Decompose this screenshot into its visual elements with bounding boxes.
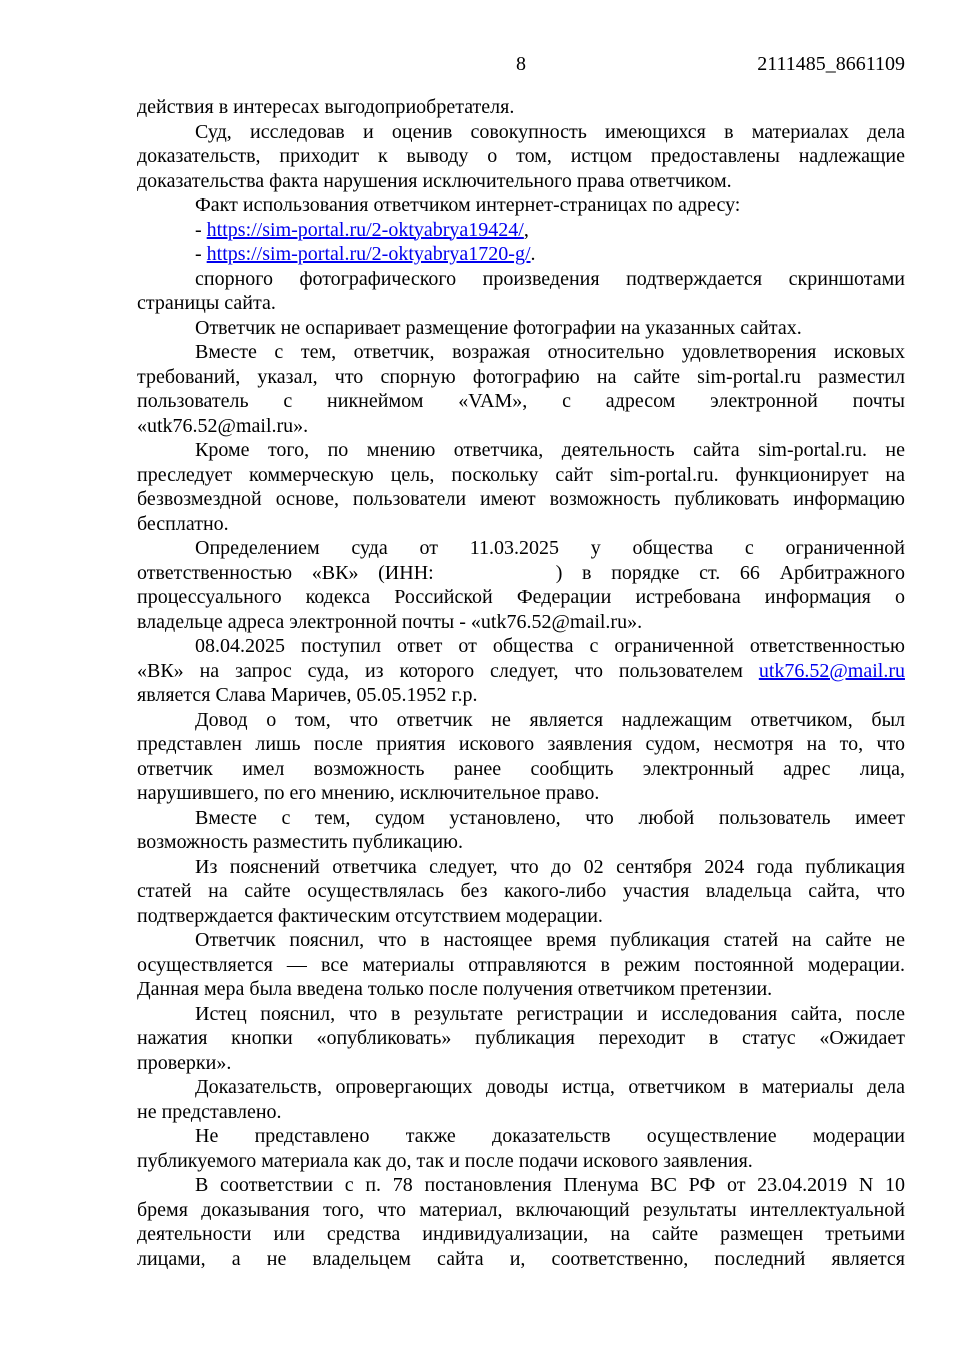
text-segment: пользователь с никнеймом «VAM», с адресом электронной почты	[137, 390, 905, 412]
text-line	[137, 904, 905, 929]
text-segment: Вместе с тем, судом установлено, что любой пользователь имеет	[195, 806, 905, 829]
text-line	[137, 879, 905, 904]
text-line	[137, 120, 905, 145]
hyperlink[interactable]: utk76.52@mail.ru	[758, 659, 905, 682]
text-segment: осуществляется — все материалы отправляются в режим постоянной модерации.	[137, 953, 905, 976]
text-line	[137, 683, 905, 708]
text-segment: В соответствии с п. 78 постановления Пленума ВС РФ от 23.04.2019 N 10	[195, 1174, 905, 1196]
text-segment: лицами, а не владельцем сайта и, соответственно, последний является	[137, 1247, 905, 1270]
text-line	[137, 977, 905, 1002]
text-segment: «ВК» на запрос суда, из которого следует, что пользователем	[137, 659, 759, 682]
text-line	[137, 561, 905, 586]
text-line	[137, 634, 905, 659]
text-segment: требований, указал, что спорную фотографию на сайте sim-portal.ru разместил	[137, 365, 905, 388]
text-line	[137, 536, 905, 561]
text-segment: доказательства факта нарушения исключительного права ответчиком.	[137, 169, 732, 192]
text-line	[137, 1124, 905, 1149]
page-header	[137, 52, 905, 77]
text-segment: представлен лишь после приятия искового заявления судом, несмотря на то, что	[137, 733, 905, 755]
text-line	[137, 1173, 905, 1198]
text-segment: безвозмездной основе, пользователи имеют возможность публиковать информацию	[137, 488, 905, 510]
text-line	[137, 781, 905, 806]
text-segment: действия в интересах выгодоприобретателя.	[137, 96, 515, 118]
text-segment: публикуемого материала как до, так и после подачи искового заявления.	[137, 1149, 753, 1172]
text-segment: -	[195, 243, 207, 265]
text-line	[137, 242, 905, 267]
text-line	[137, 1198, 905, 1223]
text-segment: спорного фотографического произведения подтверждается скриншотами	[195, 267, 905, 290]
text-segment: Из пояснений ответчика следует, что до 02 сентября 2024 года публикация	[195, 855, 905, 878]
page-content	[137, 52, 905, 1271]
text-segment: является Слава Маричев, 05.05.1952 г.р.	[137, 684, 478, 706]
text-line	[137, 708, 905, 733]
document-body	[137, 95, 905, 1271]
text-segment: подтверждается фактическим отсутствием модерации.	[137, 904, 603, 927]
text-segment: ,	[523, 218, 529, 241]
text-segment: Доказательств, опровергающих доводы истца, ответчиком в материалы дела	[195, 1076, 905, 1098]
text-line	[137, 1222, 905, 1247]
text-segment: деятельности или средства индивидуализации, на сайте размещен третьими	[137, 1223, 905, 1245]
text-segment: не представлено.	[137, 1100, 282, 1123]
page-number: 8	[516, 53, 526, 75]
text-line	[137, 1149, 905, 1174]
text-segment: владельце адреса электронной почты - «utk76.52@mail.ru».	[137, 610, 643, 633]
text-segment: преследует коммерческую цель, поскольку сайт sim-portal.ru. функционирует на	[137, 463, 905, 486]
text-segment: процессуального кодекса Российской Федерации истребована информация о	[137, 586, 905, 608]
text-line	[137, 169, 905, 194]
text-segment: нажатия кнопки «опубликовать» публикация переходит в статус «Ожидает	[137, 1027, 905, 1049]
text-line	[137, 365, 905, 390]
text-segment: Ответчик не оспаривает размещение фотографии на указанных сайтах.	[195, 316, 802, 339]
text-segment: возможность разместить публикацию.	[137, 831, 463, 853]
text-line	[137, 1026, 905, 1051]
redacted-inn-gap	[434, 578, 556, 579]
text-line	[137, 512, 905, 537]
hyperlink[interactable]: https://sim-portal.ru/2-oktyabrya1720-g/	[206, 243, 531, 265]
text-segment: доказательств, приходит к выводу о том, истцом предоставлены надлежащие	[137, 145, 905, 167]
text-line	[137, 267, 905, 292]
text-line	[137, 340, 905, 365]
text-line	[137, 830, 905, 855]
text-line	[137, 659, 905, 684]
hyperlink[interactable]: https://sim-portal.ru/2-oktyabrya19424/	[206, 218, 524, 241]
text-line	[137, 144, 905, 169]
text-segment: ) в порядке ст. 66 Арбитражного	[555, 561, 905, 584]
text-segment: Факт использования ответчиком интернет-страницах по адресу:	[195, 194, 741, 216]
text-segment: статей на сайте осуществлялась без какого-либо участия владельца сайта, что	[137, 880, 905, 902]
text-line	[137, 1100, 905, 1125]
text-line	[137, 1051, 905, 1076]
text-line	[137, 438, 905, 463]
text-line	[137, 1247, 905, 1272]
text-segment: бесплатно.	[137, 512, 229, 535]
text-line	[137, 757, 905, 782]
text-segment: Кроме того, по мнению ответчика, деятельность сайта sim-portal.ru. не	[195, 439, 905, 461]
text-segment: Вместе с тем, ответчик, возражая относительно удовлетворения исковых	[195, 341, 905, 363]
text-segment: ответчик имел возможность ранее сообщить электронный адрес лица,	[137, 757, 905, 780]
text-line	[137, 585, 905, 610]
text-segment: Данная мера была введена только после получения ответчиком претензии.	[137, 978, 773, 1000]
text-segment: нарушившего, по его мнению, исключительное право.	[137, 782, 600, 804]
text-segment: проверки».	[137, 1051, 232, 1074]
document-id: 2111485_8661109	[757, 53, 905, 75]
text-line	[137, 1002, 905, 1027]
text-line	[137, 487, 905, 512]
text-segment: «utk76.52@mail.ru».	[137, 414, 309, 437]
text-segment: Ответчик пояснил, что в настоящее время публикация статей на сайте не	[195, 929, 905, 951]
text-line	[137, 218, 905, 243]
text-line	[137, 95, 905, 120]
text-line	[137, 316, 905, 341]
text-segment: .	[530, 243, 536, 265]
text-segment: -	[195, 218, 207, 241]
text-line	[137, 928, 905, 953]
text-segment: Определением суда от 11.03.2025 у общества с ограниченной	[195, 537, 905, 559]
text-line	[137, 193, 905, 218]
text-line	[137, 463, 905, 488]
text-segment: бремя доказывания того, что материал, включающий результаты интеллектуальной	[137, 1198, 905, 1221]
text-segment: страницы сайта.	[137, 292, 276, 314]
text-line	[137, 855, 905, 880]
text-line	[137, 389, 905, 414]
text-segment: 08.04.2025 поступил ответ от общества с ограниченной ответственностью	[195, 635, 905, 657]
text-line	[137, 414, 905, 439]
text-segment: Довод о том, что ответчик не является надлежащим ответчиком, был	[195, 708, 905, 731]
text-line	[137, 953, 905, 978]
text-segment: ответственностью «ВК» (ИНН:	[137, 561, 434, 584]
text-line	[137, 806, 905, 831]
text-line	[137, 291, 905, 316]
text-line	[137, 732, 905, 757]
text-segment: Не представлено также доказательств осуществление модерации	[195, 1125, 905, 1147]
text-line	[137, 1075, 905, 1100]
text-segment: Истец пояснил, что в результате регистрации и исследования сайта, после	[195, 1002, 905, 1025]
text-line	[137, 610, 905, 635]
text-segment: Суд, исследовав и оценив совокупность имеющихся в материалах дела	[195, 120, 905, 143]
